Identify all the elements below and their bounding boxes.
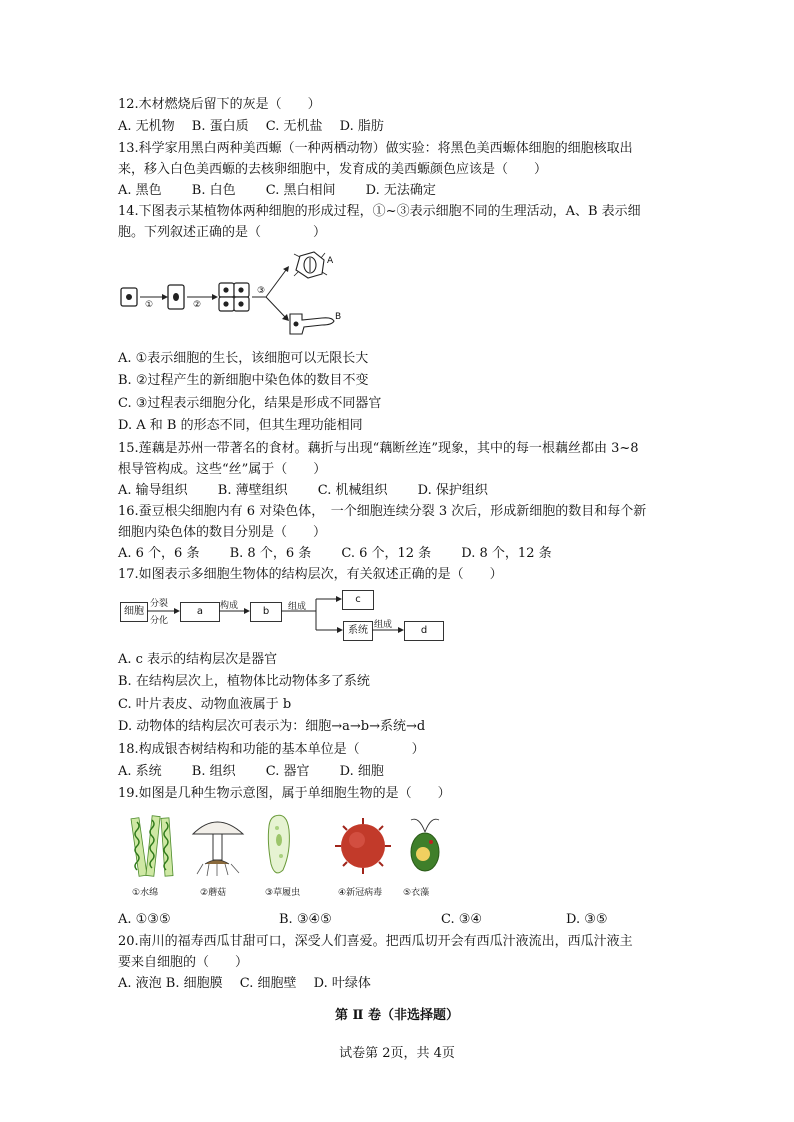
cell-division-differentiation-diagram — [118, 248, 358, 340]
q18-options: A. 系统 B. 组织 C. 器官 D. 细胞 — [118, 764, 384, 779]
organisms-illustration — [125, 812, 455, 882]
caption-coronavirus: ④新冠病毒 — [338, 888, 383, 898]
q15-options: A. 输导组织 B. 薄壁组织 C. 机械组织 D. 保护组织 — [118, 483, 488, 498]
q19-option-c: C. ③④ — [441, 912, 483, 927]
q18-stem: 18.构成银杏树结构和功能的基本单位是（ ） — [118, 742, 425, 757]
q14-stem-line1: 14.下图表示某植物体两种细胞的形成过程，①~③表示细胞不同的生理活动，A、B 表示细 — [118, 204, 641, 219]
level-b-box: b — [250, 602, 282, 622]
step3-label: ③ — [257, 286, 266, 296]
divide-label: 分裂 — [150, 599, 169, 609]
q14-option-a: A. ①表示细胞的生长，该细胞可以无限长大 — [118, 351, 369, 366]
q17-option-c: C. 叶片表皮、动物血液属于 b — [118, 697, 292, 712]
q16-stem-line1: 16.蚕豆根尖细胞内有 6 对染色体， 一个细胞连续分裂 3 次后，形成新细胞的数目和每个新 — [118, 504, 647, 519]
q15-stem-line1: 15.莲藕是苏州一带著名的食材。藕折与出现“藕断丝连”现象，其中的每一根藕丝都由 3~8 — [118, 441, 639, 456]
step1-label: ① — [145, 300, 154, 310]
q14-stem-line2: 胞。下列叙述正确的是（ ） — [118, 225, 327, 240]
q19-option-a: A. ①③⑤ — [118, 912, 171, 927]
compose2-label: 组成 — [288, 602, 307, 612]
q14-option-c: C. ③过程表示细胞分化，结果是形成不同器官 — [118, 396, 382, 411]
step2-label: ② — [193, 300, 202, 310]
q16-options: A. 6 个，6 条 B. 8 个，6 条 C. 6 个，12 条 D. 8 个，12 条 — [118, 546, 552, 561]
q19-stem: 19.如图是几种生物示意图，属于单细胞生物的是（ ） — [118, 786, 451, 801]
q12-stem: 12.木材燃烧后留下的灰是（ ） — [118, 97, 321, 112]
caption-paramecium: ③草履虫 — [265, 888, 301, 898]
level-c-box: c — [342, 590, 374, 610]
level-a-box: a — [180, 602, 220, 622]
mushroom-image — [193, 822, 243, 876]
q17-option-b: B. 在结构层次上，植物体比动物体多了系统 — [118, 674, 370, 689]
system-box: 系统 — [343, 621, 373, 641]
q20-options: A. 液泡 B. 细胞膜 C. 细胞壁 D. 叶绿体 — [118, 976, 371, 991]
coronavirus-image — [335, 818, 391, 874]
hierarchy-arrows — [118, 588, 448, 648]
q16-stem-line2: 细胞内染色体的数目分别是（ ） — [118, 525, 327, 540]
q17-stem: 17.如图表示多细胞生物体的结构层次，有关叙述正确的是（ ） — [118, 567, 503, 582]
q13-stem-line1: 13.科学家用黑白两种美西螈（一种两栖动物）做实验：将黑色美西螈体细胞的细胞核取出 — [118, 141, 633, 156]
caption-chlamydomonas: ⑤衣藻 — [403, 888, 430, 898]
q14-option-b: B. ②过程产生的新细胞中染色体的数目不变 — [118, 373, 369, 388]
q20-stem-line2: 要来自细胞的（ ） — [118, 955, 249, 970]
compose1-label: 构成 — [220, 601, 239, 611]
chlamydomonas-image — [411, 819, 439, 871]
level-d-box: d — [404, 621, 444, 641]
q13-options: A. 黑色 B. 白色 C. 黑白相间 D. 无法确定 — [118, 183, 436, 198]
q13-stem-line2: 来，移入白色美西螈的去核卵细胞中，发育成的美西螈颜色应该是（ ） — [118, 162, 548, 177]
section-title: 第 Ⅱ 卷（非选择题） — [334, 1008, 459, 1023]
spirogyra-image — [131, 816, 173, 877]
paramecium-image — [268, 815, 289, 873]
q12-options: A. 无机物 B. 蛋白质 C. 无机盐 D. 脂肪 — [118, 119, 384, 134]
q17-option-a: A. c 表示的结构层次是器官 — [118, 652, 278, 667]
cell-b-label: B — [335, 312, 342, 322]
q17-option-d: D. 动物体的结构层次可表示为：细胞→a→b→系统→d — [118, 719, 426, 734]
differentiate-label: 分化 — [150, 616, 169, 626]
compose3-label: 组成 — [374, 620, 393, 630]
q20-stem-line1: 20.南川的福寿西瓜甘甜可口，深受人们喜爱。把西瓜切开会有西瓜汁液流出，西瓜汁液主 — [118, 934, 633, 949]
cell-a-label: A — [327, 256, 334, 266]
q15-stem-line2: 根导管构成。这些“丝”属于（ ） — [118, 462, 327, 477]
caption-mushroom: ②蘑菇 — [200, 888, 227, 898]
q19-option-b: B. ③④⑤ — [279, 912, 332, 927]
q19-option-d: D. ③⑤ — [566, 912, 608, 927]
cell-box: 细胞 — [120, 602, 148, 622]
caption-spirogyra: ①水绵 — [132, 888, 159, 898]
page-footer: 试卷第 2页，共 4页 — [339, 1046, 455, 1061]
q14-option-d: D. A 和 B 的形态不同，但其生理功能相同 — [118, 418, 363, 433]
